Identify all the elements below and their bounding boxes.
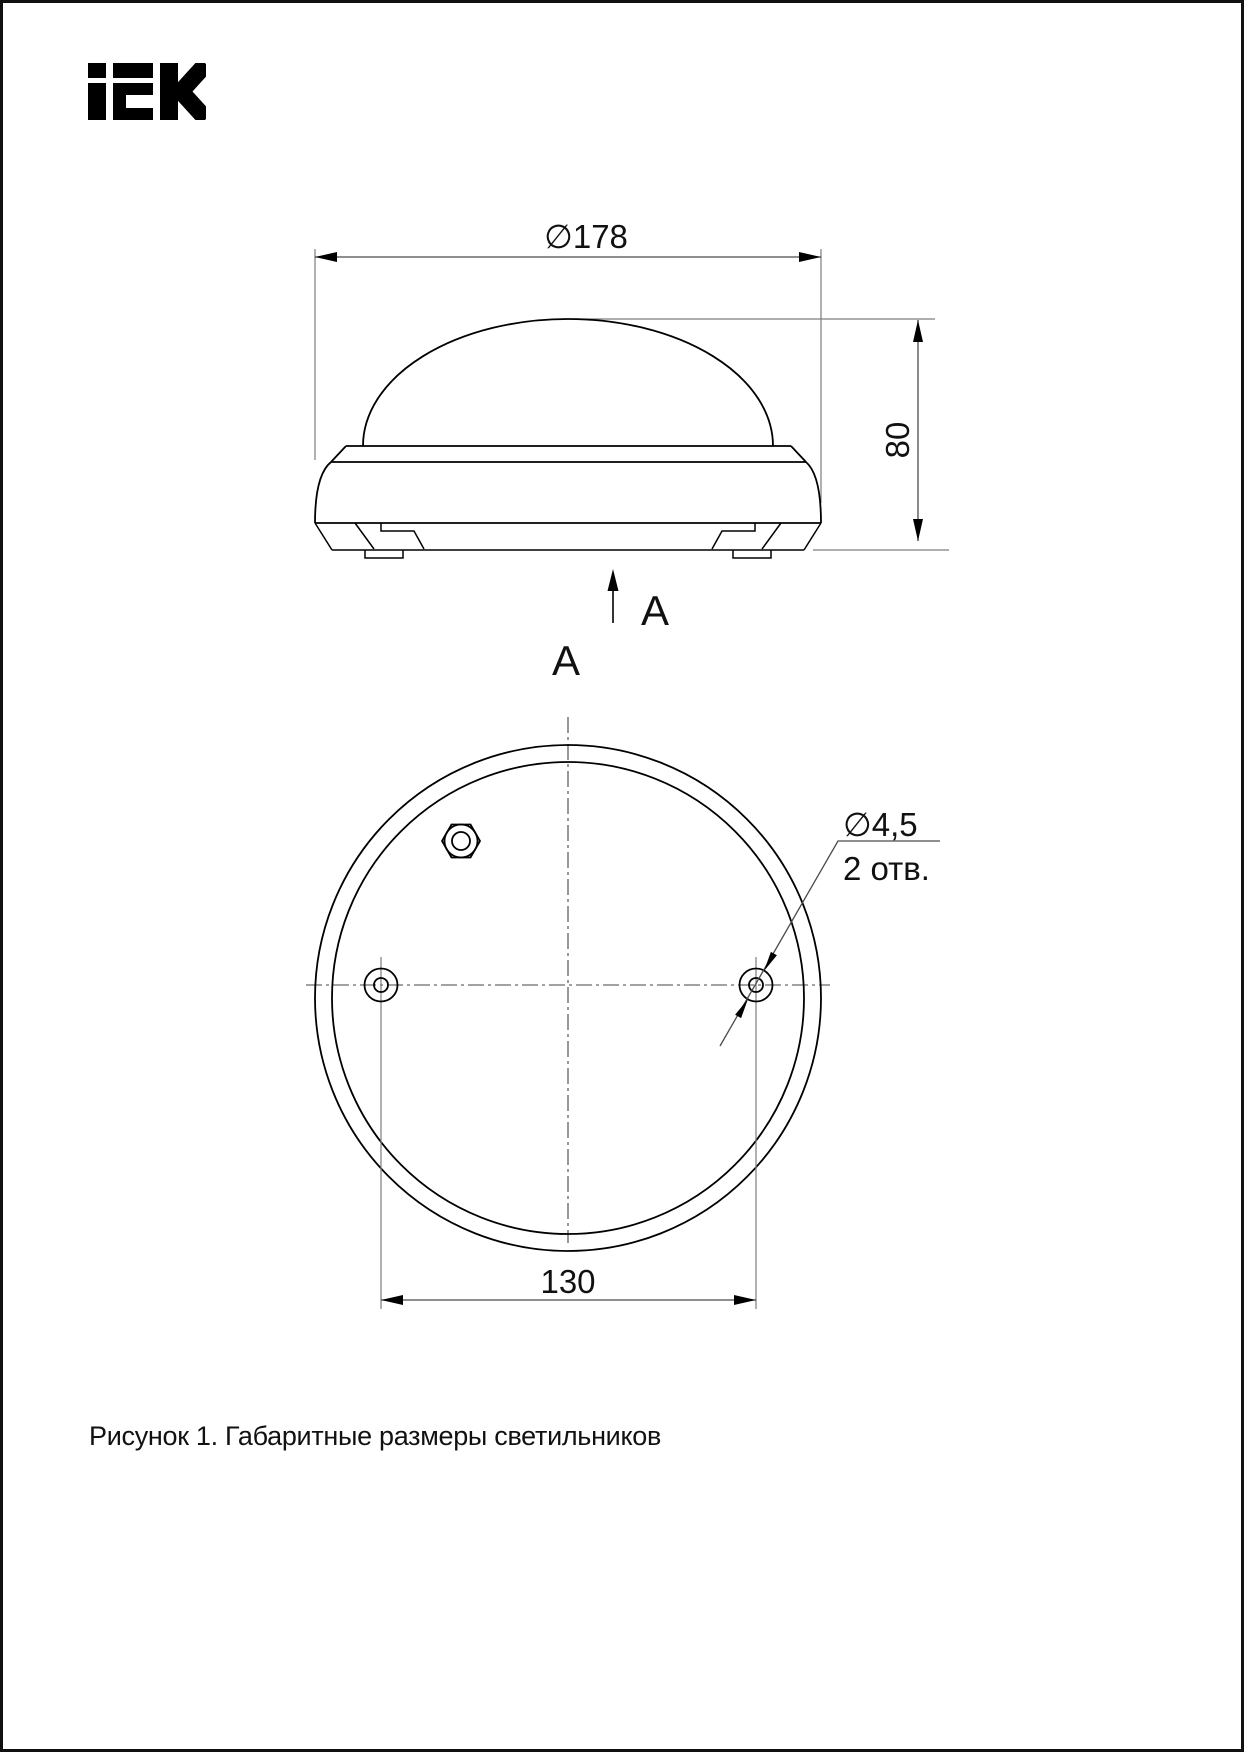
arrowhead-left: [381, 1295, 403, 1305]
hole-spacing-label: 130: [540, 1263, 596, 1300]
luminaire-dimension-drawing: [3, 3, 1244, 1752]
base-outline: [315, 462, 821, 523]
flange-outline: [331, 446, 806, 462]
hole-diameter-label: ∅4,5: [843, 806, 918, 843]
diameter-dimension: [315, 218, 821, 262]
arrowhead-top: [913, 320, 923, 342]
arrowhead-right: [799, 252, 821, 262]
dome-outline: [363, 319, 773, 446]
section-arrow-label: A: [640, 587, 670, 634]
luminaire-side-outline: [315, 319, 821, 558]
hole-diameter-callout: [720, 806, 940, 1046]
height-dimension-label: 80: [879, 421, 916, 459]
leader-arrowhead-upper: [764, 952, 777, 971]
section-arrow: [608, 569, 670, 634]
diameter-dimension-label: ∅178: [544, 218, 628, 255]
side-view: [315, 218, 949, 634]
view-a-label: A: [551, 637, 581, 684]
arrowhead-right: [734, 1295, 756, 1305]
nut-hexagon: [442, 825, 480, 858]
arrowhead-left: [315, 252, 337, 262]
section-arrow-head: [608, 569, 619, 591]
leader-arrowhead-lower: [735, 999, 748, 1018]
side-view-extension-lines: [315, 249, 949, 550]
hole-count-label: 2 отв.: [843, 850, 930, 887]
nut-hole: [452, 832, 470, 850]
arrowhead-bottom: [913, 519, 923, 541]
hole-spacing-dimension: [381, 1263, 756, 1305]
bottom-view: [306, 637, 940, 1309]
figure-caption: Рисунок 1. Габаритные размеры светильников: [89, 1421, 662, 1451]
height-dimension: [879, 320, 923, 541]
mounting-feet: [315, 523, 821, 558]
cable-gland-nut: [442, 825, 480, 858]
